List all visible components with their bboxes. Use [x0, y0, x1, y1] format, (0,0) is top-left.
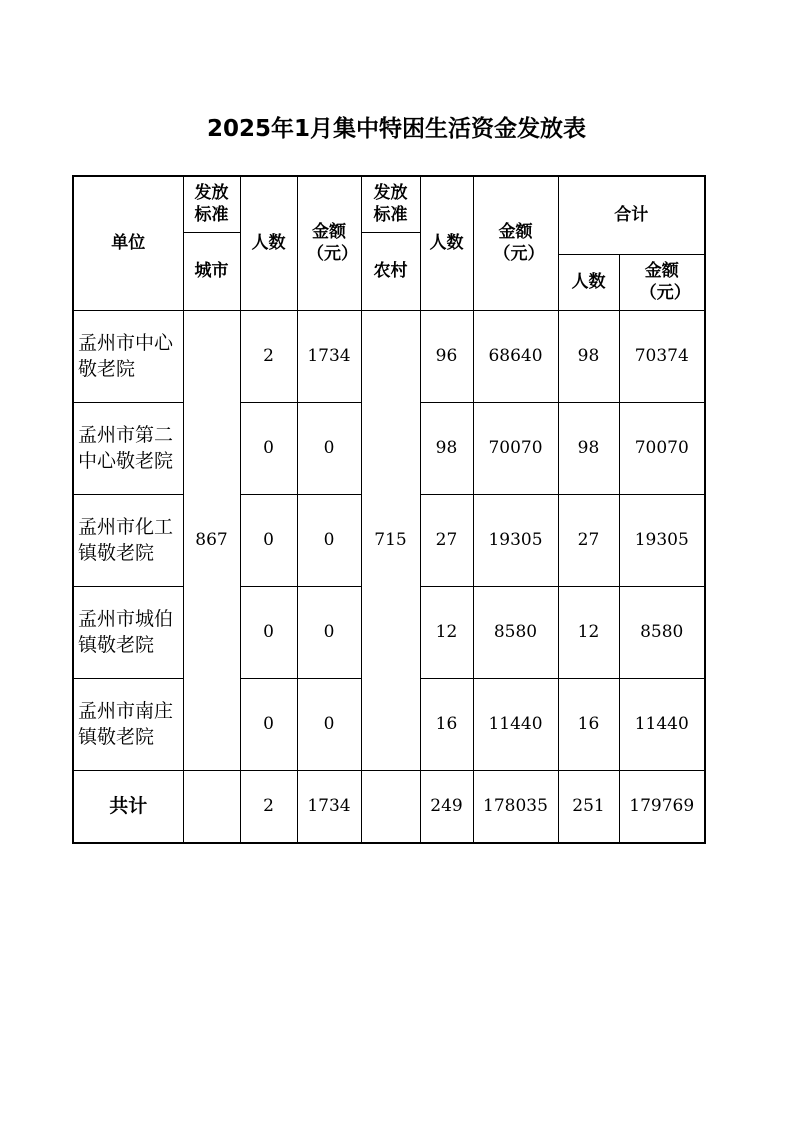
total-people-cell: 27	[558, 494, 619, 586]
city-amount-cell: 0	[297, 678, 361, 770]
total-amount-cell: 70070	[619, 402, 705, 494]
header-city-amount	[297, 176, 361, 310]
header-rural: 农村	[361, 232, 420, 310]
totals-rural-people: 249	[420, 770, 473, 843]
header-city-amount-label: 金额（元）	[307, 222, 358, 265]
header-total-people: 人数	[558, 254, 619, 310]
allocation-table	[72, 175, 706, 844]
total-people-cell: 16	[558, 678, 619, 770]
city-people-cell: 0	[240, 678, 297, 770]
rural-amount-cell: 19305	[473, 494, 558, 586]
total-amount-cell: 11440	[619, 678, 705, 770]
city-people-cell: 0	[240, 494, 297, 586]
rural-amount-cell: 8580	[473, 586, 558, 678]
totals-city-standard-empty	[183, 770, 240, 843]
totals-city-people: 2	[240, 770, 297, 843]
row-unit-name: 孟州市城伯镇敬老院	[73, 586, 183, 678]
totals-total-amount: 179769	[619, 770, 705, 843]
header-rural-amount	[473, 176, 558, 310]
row-unit-name: 孟州市南庄镇敬老院	[73, 678, 183, 770]
header-rural-people: 人数	[420, 176, 473, 310]
city-amount-cell: 0	[297, 494, 361, 586]
total-amount-cell: 19305	[619, 494, 705, 586]
rural-people-cell: 16	[420, 678, 473, 770]
city-amount-cell: 0	[297, 402, 361, 494]
total-people-cell: 98	[558, 402, 619, 494]
header-city-standard-label: 发放标准	[194, 183, 229, 226]
header-rural-amount-label: 金额（元）	[493, 222, 545, 265]
rural-people-cell: 98	[420, 402, 473, 494]
total-amount-cell: 70374	[619, 310, 705, 402]
city-people-cell: 2	[240, 310, 297, 402]
totals-row	[73, 770, 705, 843]
header-city: 城市	[183, 232, 240, 310]
totals-total-people: 251	[558, 770, 619, 843]
rural-standard-value: 715	[361, 310, 420, 770]
row-unit-name: 孟州市第二中心敬老院	[73, 402, 183, 494]
rural-people-cell: 27	[420, 494, 473, 586]
totals-label: 共计	[73, 770, 183, 843]
city-amount-cell: 0	[297, 586, 361, 678]
page-title: 2025年1月集中特困生活资金发放表	[206, 116, 587, 142]
rural-people-cell: 96	[420, 310, 473, 402]
city-standard-value: 867	[183, 310, 240, 770]
rural-amount-cell: 70070	[473, 402, 558, 494]
total-amount-cell: 8580	[619, 586, 705, 678]
total-people-cell: 98	[558, 310, 619, 402]
table-row	[73, 310, 705, 402]
rural-amount-cell: 11440	[473, 678, 558, 770]
header-city-standard	[183, 176, 240, 232]
city-people-cell: 0	[240, 402, 297, 494]
header-rural-standard	[361, 176, 420, 232]
city-people-cell: 0	[240, 586, 297, 678]
header-total-amount-label: 金额（元）	[639, 261, 691, 303]
totals-rural-amount: 178035	[473, 770, 558, 843]
row-unit-name: 孟州市化工镇敬老院	[73, 494, 183, 586]
totals-city-amount: 1734	[297, 770, 361, 843]
rural-people-cell: 12	[420, 586, 473, 678]
header-rural-standard-label: 发放标准	[373, 183, 408, 226]
header-unit: 单位	[73, 176, 183, 310]
rural-amount-cell: 68640	[473, 310, 558, 402]
total-people-cell: 12	[558, 586, 619, 678]
header-total: 合计	[558, 176, 705, 254]
header-city-people: 人数	[240, 176, 297, 310]
header-total-amount	[619, 254, 705, 310]
totals-rural-standard-empty	[361, 770, 420, 843]
row-unit-name: 孟州市中心敬老院	[73, 310, 183, 402]
city-amount-cell: 1734	[297, 310, 361, 402]
